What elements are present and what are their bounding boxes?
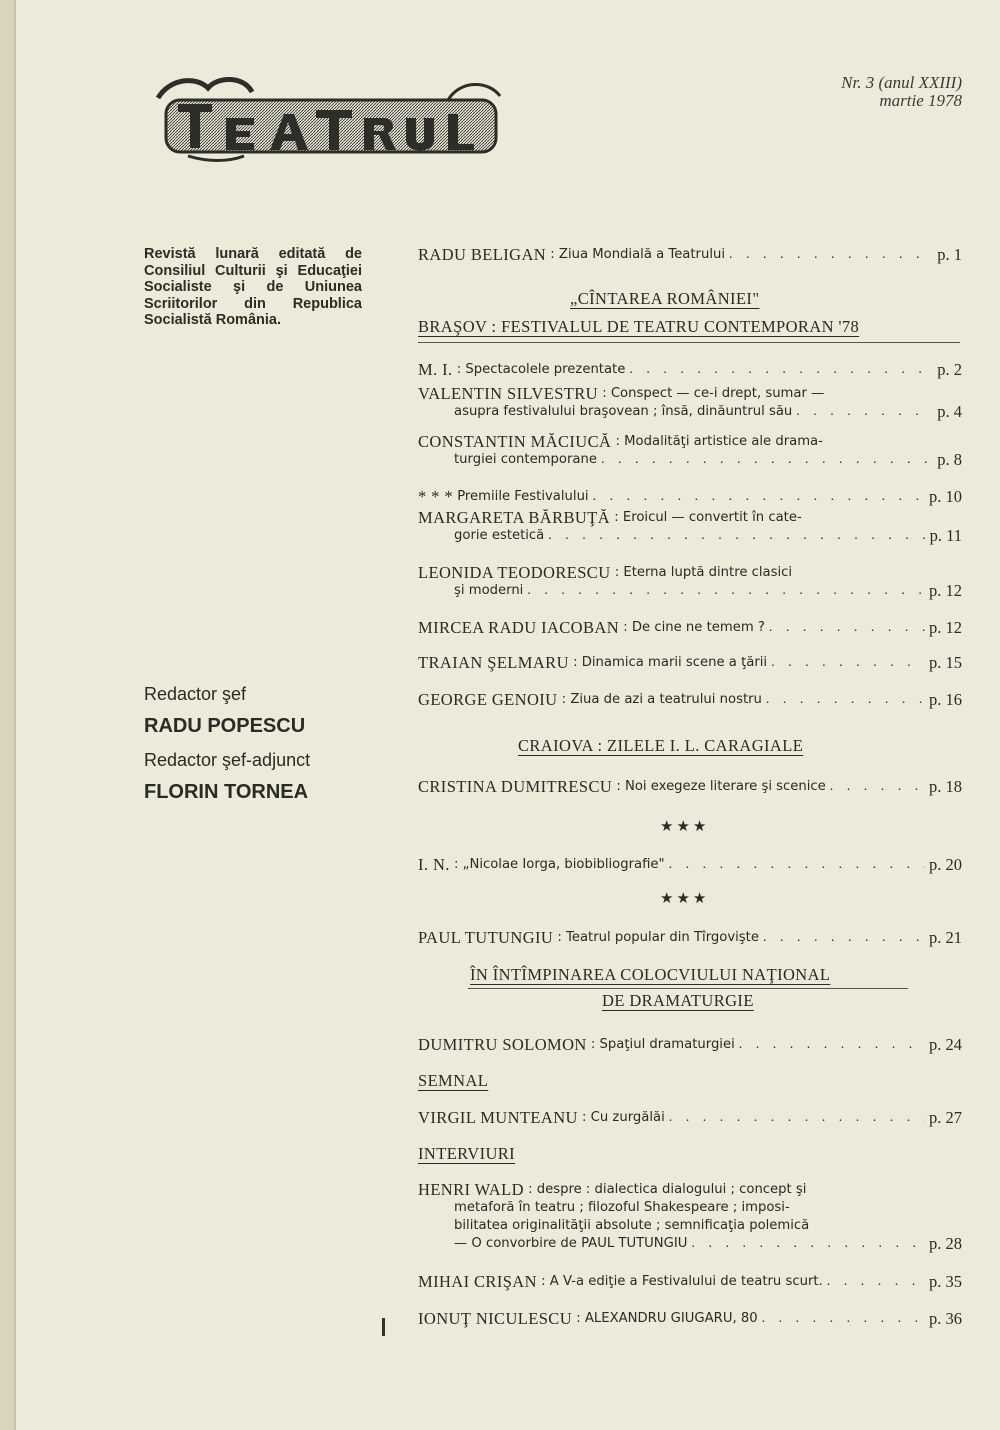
- toc-entry-line: [418, 582, 962, 600]
- toc-title: Spaţiul dramaturgiei: [599, 1037, 735, 1052]
- toc-page-number: p. 16: [929, 691, 962, 709]
- toc-entry[interactable]: [418, 856, 962, 874]
- toc-title: Eterna luptă dintre clasici: [623, 565, 793, 580]
- toc-page-number: p. 8: [937, 451, 962, 469]
- toc-entry-line: [418, 856, 962, 874]
- toc-entry[interactable]: [418, 385, 962, 421]
- toc-title: şi moderni: [454, 583, 524, 598]
- dot-leader: [758, 1310, 925, 1328]
- toc-separator: :: [523, 1182, 537, 1197]
- toc-separator: :: [572, 1311, 585, 1326]
- toc-entry-line: [418, 433, 962, 451]
- dot-leader: [762, 691, 925, 709]
- toc-entry[interactable]: [418, 778, 962, 796]
- toc-entry-line: [418, 619, 962, 637]
- toc-page-number: p. 11: [929, 527, 962, 545]
- toc-title: Ziua Mondială a Teatrului: [558, 247, 726, 262]
- toc-separator: :: [452, 362, 466, 377]
- separator-stars: ★★★: [660, 891, 710, 907]
- section-heading: „CÎNTAREA ROMÂNIEI": [570, 289, 760, 308]
- toc-page-number: p. 1: [937, 246, 962, 264]
- toc-entry-line: [418, 691, 962, 709]
- toc-entry[interactable]: [418, 361, 962, 379]
- toc-separator: :: [611, 434, 625, 449]
- toc-title: A V-a ediţie a Festivalului de teatru scurt.: [549, 1274, 823, 1289]
- toc-entry[interactable]: [418, 488, 962, 506]
- toc-separator: :: [598, 386, 611, 401]
- toc-separator: :: [449, 857, 463, 872]
- staff-name: RADU POPESCU: [144, 715, 306, 737]
- toc-entry-line: [418, 385, 962, 403]
- toc-author: M. I.: [418, 361, 453, 379]
- toc-page-number: p. 18: [929, 778, 962, 796]
- toc-author: MIRCEA RADU IACOBAN: [418, 619, 620, 637]
- toc-author: MARGARETA BĂRBUŢĂ: [418, 509, 611, 527]
- dot-leader: [826, 778, 925, 796]
- toc-author: I. N.: [418, 856, 450, 874]
- issue-date: martie 1978: [879, 91, 962, 110]
- section-heading: ÎN ÎNTÎMPINAREA COLOCVIULUI NAŢIONAL: [470, 965, 831, 984]
- section-heading: INTERVIURI: [418, 1144, 516, 1163]
- toc-entry-line: [418, 1235, 962, 1253]
- toc-separator: :: [553, 930, 567, 945]
- toc-title: ALEXANDRU GIUGARU, 80: [584, 1311, 758, 1326]
- dot-leader: [523, 582, 925, 600]
- section-rule: [418, 342, 960, 343]
- toc-separator: :: [557, 692, 571, 707]
- toc-entry[interactable]: [418, 509, 962, 545]
- toc-entry-line: [418, 403, 962, 421]
- toc-author: PAUL TUTUNGIU: [418, 929, 554, 947]
- toc-author: CRISTINA DUMITRESCU: [418, 778, 613, 796]
- toc-title: Eroicul — convertit în cate-: [622, 510, 802, 525]
- toc-separator: :: [546, 247, 559, 262]
- dot-leader: [589, 488, 925, 506]
- toc-entry-line: [418, 488, 962, 506]
- toc-entry[interactable]: [418, 1109, 962, 1127]
- toc-page-number: p. 36: [929, 1310, 962, 1328]
- toc-entry[interactable]: [418, 246, 962, 264]
- toc-title: gorie estetică: [454, 528, 545, 543]
- issue-number: Nr. 3 (anul XXIII): [841, 73, 962, 92]
- dot-leader: [759, 929, 925, 947]
- toc-page-number: p. 4: [937, 403, 962, 421]
- toc-title: Noi exegeze literare şi scenice: [625, 779, 826, 794]
- section-heading: SEMNAL: [418, 1071, 489, 1090]
- toc-entry-line: [418, 527, 962, 545]
- toc-entry-line: [418, 778, 962, 796]
- toc-entry-line: [418, 929, 962, 947]
- toc-separator: :: [568, 655, 582, 670]
- toc-entry-line: [418, 564, 962, 582]
- toc-page-number: p. 15: [929, 654, 962, 672]
- toc-author: MIHAI CRIŞAN: [418, 1273, 537, 1291]
- toc-entry[interactable]: [418, 1273, 962, 1291]
- toc-separator: :: [610, 510, 623, 525]
- section-heading: CRAIOVA : ZILELE I. L. CARAGIALE: [518, 736, 804, 755]
- toc-separator: :: [577, 1110, 591, 1125]
- toc-separator: :: [610, 565, 624, 580]
- toc-author: TRAIAN ŞELMARU: [418, 654, 569, 672]
- toc-author: LEONIDA TEODORESCU: [418, 564, 611, 582]
- dot-leader: [544, 527, 925, 545]
- staff-role: Redactor şef: [144, 684, 247, 704]
- dot-leader: [597, 451, 933, 469]
- toc-entry[interactable]: [418, 564, 962, 600]
- toc-entry[interactable]: [418, 433, 962, 469]
- toc-title: Teatrul popular din Tîrgovişte: [566, 930, 759, 945]
- toc-title: Dinamica marii scene a ţării: [581, 655, 768, 670]
- section-rule: [468, 988, 908, 989]
- toc-entry-line: [418, 1036, 962, 1054]
- toc-title: turgiei contemporane: [454, 452, 597, 467]
- dot-leader: [665, 1109, 925, 1127]
- toc-author: VALENTIN SILVESTRU: [418, 385, 598, 403]
- toc-entry[interactable]: [418, 929, 962, 947]
- toc-author: VIRGIL MUNTEANU: [418, 1109, 578, 1127]
- toc-entry-line: [418, 1181, 962, 1199]
- dot-leader: [792, 403, 933, 421]
- toc-page-number: p. 27: [929, 1109, 962, 1127]
- toc-title: Conspect — ce-i drept, sumar —: [610, 386, 825, 401]
- toc-page-number: p. 21: [929, 929, 962, 947]
- toc-entry-line: [418, 654, 962, 672]
- toc-title: „Nicolae Iorga, biobibliografie": [462, 857, 665, 872]
- toc-title: bilitatea originalităţii absolute ; semnificaţia polemică: [454, 1218, 810, 1233]
- toc-page-number: p. 28: [929, 1235, 962, 1253]
- toc-page-number: p. 20: [929, 856, 962, 874]
- toc-entry-line: [418, 1273, 962, 1291]
- toc-author: RADU BELIGAN: [418, 246, 547, 264]
- toc-author: IONUŢ NICULESCU: [418, 1310, 573, 1328]
- dot-leader: [687, 1235, 925, 1253]
- toc-entry-line: [418, 1109, 962, 1127]
- toc-page-number: p. 12: [929, 582, 962, 600]
- toc-entry-line: [418, 246, 962, 264]
- toc-entry[interactable]: [418, 654, 962, 672]
- toc-separator: :: [612, 779, 625, 794]
- dot-leader: [765, 619, 925, 637]
- toc-author: * * *: [418, 488, 453, 506]
- toc-entry-line: [418, 451, 962, 469]
- toc-page-number: p. 24: [929, 1036, 962, 1054]
- toc-title: Ziua de azi a teatrului nostru: [570, 692, 762, 707]
- dot-leader: [725, 246, 933, 264]
- toc-entry-line: [418, 509, 962, 527]
- dot-leader: [625, 361, 933, 379]
- toc-title: — O convorbire de PAUL TUTUNGIU: [454, 1236, 688, 1251]
- toc-title: Premiile Festivalului: [457, 489, 589, 504]
- toc-page-number: p. 2: [937, 361, 962, 379]
- dot-leader: [767, 654, 925, 672]
- toc-title: Cu zurgălăi: [590, 1110, 665, 1125]
- toc-entry[interactable]: [418, 619, 962, 637]
- dot-leader: [735, 1036, 925, 1054]
- toc-entry[interactable]: [418, 1181, 962, 1253]
- toc-title: metaforă în teatru ; filozoful Shakespeare ; imposi-: [454, 1200, 790, 1215]
- publisher-blurb: Revistă lunară editată de Consiliul Culturii şi Educaţiei Socialiste şi de Uniunea Scriitorilor din Republica Socialistă România.: [144, 246, 362, 329]
- toc-title: Spectacolele prezentate: [465, 362, 626, 377]
- toc-title: despre : dialectica dialogului ; concept şi: [536, 1182, 807, 1197]
- toc-author: CONSTANTIN MĂCIUCĂ: [418, 433, 612, 451]
- toc-separator: :: [619, 620, 632, 635]
- section-heading: DE DRAMATURGIE: [602, 991, 754, 1010]
- toc-entry-line: [418, 1199, 962, 1217]
- toc-entry[interactable]: [418, 1036, 962, 1054]
- toc-author: HENRI WALD: [418, 1181, 524, 1199]
- toc-author: DUMITRU SOLOMON: [418, 1036, 587, 1054]
- toc-entry[interactable]: [418, 691, 962, 709]
- toc-page-number: p. 12: [929, 619, 962, 637]
- toc-title: Modalităţi artistice ale drama-: [624, 434, 823, 449]
- dot-leader: [665, 856, 925, 874]
- toc-entry-line: [418, 1217, 962, 1235]
- staff-name: FLORIN TORNEA: [144, 781, 309, 803]
- toc-title: De cine ne temem ?: [631, 620, 765, 635]
- toc-entry-line: [418, 1310, 962, 1328]
- toc-entry-line: [418, 361, 962, 379]
- section-heading: BRAŞOV : FESTIVALUL DE TEATRU CONTEMPORAN '78: [418, 317, 860, 336]
- toc-entry[interactable]: [418, 1310, 962, 1328]
- toc-page-number: p. 35: [929, 1273, 962, 1291]
- toc-separator: :: [586, 1037, 600, 1052]
- margin-mark: [382, 1318, 385, 1336]
- toc-page-number: p. 10: [929, 488, 962, 506]
- toc-author: GEORGE GENOIU: [418, 691, 558, 709]
- toc-title: asupra festivalului braşovean ; însă, dinăuntrul său: [454, 404, 793, 419]
- toc-separator: :: [536, 1274, 550, 1289]
- dot-leader: [823, 1273, 925, 1291]
- staff-role: Redactor şef-adjunct: [144, 750, 311, 770]
- separator-stars: ★★★: [660, 819, 710, 835]
